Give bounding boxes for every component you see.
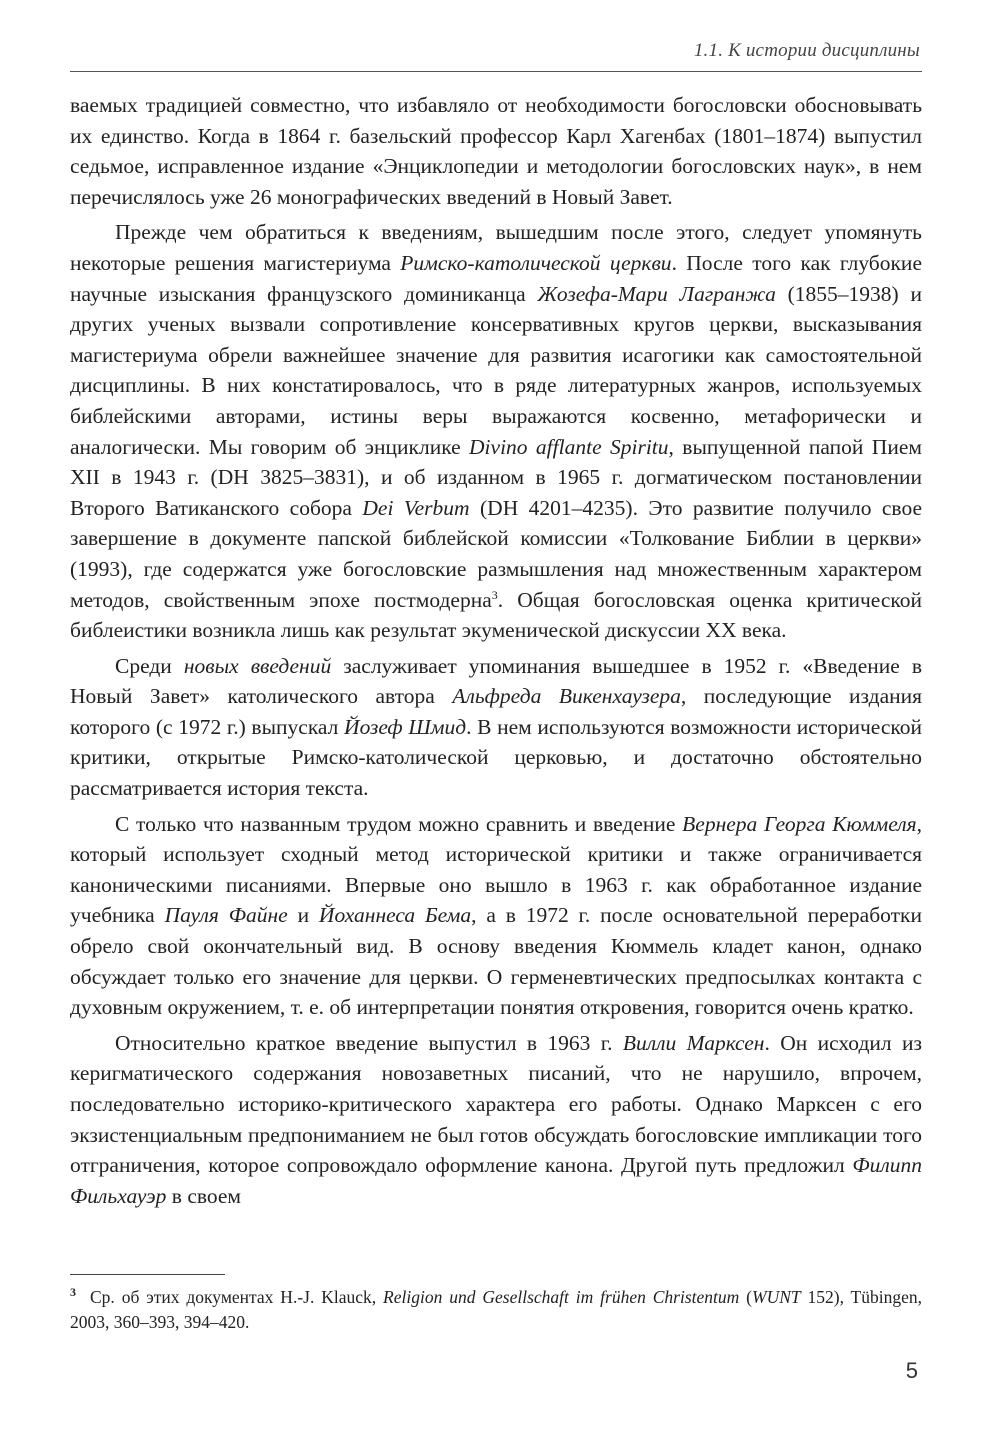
paragraph-1: ваемых традицией совместно, что избавляло от необходимости богословски обосновывать их единство. Когда в 1864 г. базельский профессор Карл Хагенбах (1801–1874) выпустил седьмое, исправленное издание «Энциклопедии и методологии богословских наук», в нем перечислялось уже 26 монографических введений в Новый Завет.: [70, 93, 922, 209]
text-run: . Он исходил из керигматического содержания новозаветных писаний, что не нарушило, впрочем, последовательно историко-критического характера его работы. Однако Марксен с его экзистенциальным предпониманием не был готов обсуждать богословские импликации того отграничения, которое сопровождало оформление канона. Другой путь предложил: [70, 1030, 922, 1178]
italic-run: Вилли Марксен: [622, 1030, 765, 1055]
italic-run: Divino afflante Spiritu: [469, 434, 669, 459]
text-run: Среди: [115, 653, 184, 678]
running-header: 1.1. К истории дисциплины: [693, 40, 920, 61]
footnote-rule: [70, 1274, 225, 1275]
page-number: 5: [905, 1358, 918, 1383]
header-rule: [70, 71, 922, 72]
text-run: . После того как глубокие научные изыскания французского доминиканца: [70, 250, 922, 306]
text-run: , выпущенной папой Пием XII в 1943 г. (DH 3825–3831), и об изданном в 1965 г. догматическом постановлении Второго Ватиканского собора: [70, 434, 922, 520]
italic-run: Римско-католической церкви: [400, 250, 672, 275]
paragraph-2: [70, 217, 922, 645]
main-text: [70, 90, 922, 1216]
italic-run: Жозефа-Мари Лагранжа: [537, 281, 776, 306]
text-run: заслуживает упоминания вышедшее в 1952 г. «Введение в Новый Завет» католического автора: [70, 653, 923, 709]
italic-run: Religion und Gesellschaft im frühen Christentum: [383, 1287, 740, 1307]
paragraph-3: [70, 651, 922, 804]
footnote: [70, 1285, 922, 1335]
text-run: , который использует сходный метод исторической критики и также ограничивается каноническими писаниями. Впервые оно вышло в 1963 г. как обработанное издание учебника: [70, 811, 923, 928]
italic-run: Dei Verbum: [362, 495, 470, 520]
italic-run: Йоханнеса Бема: [318, 903, 472, 928]
text-run: Прежде чем обратиться к введениям, вышедшим после этого, следует упомянуть некоторые решения магистериума: [70, 220, 922, 275]
text-run: . В нем используются возможности исторической критики, открытые Римско-католической церковью, и достаточно обстоятельно рассматривается история текста.: [70, 714, 922, 801]
text-run: (: [739, 1287, 753, 1307]
paragraph-4: [70, 809, 922, 1023]
italic-run: Пауля Файне: [164, 903, 288, 928]
paragraph-5: [70, 1028, 922, 1212]
text-run: , а в 1972 г. после основательной переработки обрело свой окончательный вид. В основу введения Кюммель кладет канон, однако обсуждает только его значение для церкви. О герменевтических предпосылках контакта с духовным окружением, т. е. об интерпретации понятия откровения, говорится очень кратко.: [70, 903, 922, 1020]
text-run: и: [287, 903, 319, 928]
text-run: 152), Tübingen, 2003, 360–393, 394–420.: [70, 1287, 923, 1332]
italic-run: Вернера Георга Кюммеля: [682, 811, 917, 836]
italic-run: Альфреда Викенхаузера: [452, 684, 681, 709]
text-run: в своем: [166, 1183, 242, 1208]
italic-run: Йозеф Шмид: [344, 714, 467, 739]
text-run: . Общая богословская оценка критической библеистики возникла лишь как результат экуменической дискуссии XX века.: [70, 587, 923, 643]
footnote-mark: 3: [70, 1285, 76, 1300]
text-run: (1855–1938) и других ученых вызвали сопротивление консервативных кругов церкви, высказывания магистериума обрели важнейшее значение для развития исагогики как самостоятельной дисциплины. В них констатировалось, что в ряде литературных жанров, используемых библейскими авторами, истины веры выражаются косвенно, метафорически и аналогически. Мы говорим об энциклике: [70, 281, 923, 459]
text-run: Ср. об этих документах H.-J. Klauck,: [90, 1287, 384, 1307]
italic-run: WUNT: [752, 1287, 801, 1307]
italic-run: новых введений: [183, 653, 332, 678]
text-run: С только что названным трудом можно сравнить и введение: [115, 811, 683, 836]
text-run: , последующие издания которого (с 1972 г.) выпускал: [70, 684, 923, 739]
text-run: (DH 4201–4235). Это развитие получило свое завершение в документе папской библейской комиссии «Толкование Библии в церкви» (1993), где содержатся уже богословские размышления над множественным характером методов, свойственным эпохе постмодерна: [70, 495, 922, 612]
italic-run: Филипп Фильхауэр: [70, 1153, 922, 1208]
footnote-reference[interactable]: 3: [491, 587, 498, 602]
text-run: Относительно краткое введение выпустил в 1963 г.: [115, 1030, 623, 1055]
